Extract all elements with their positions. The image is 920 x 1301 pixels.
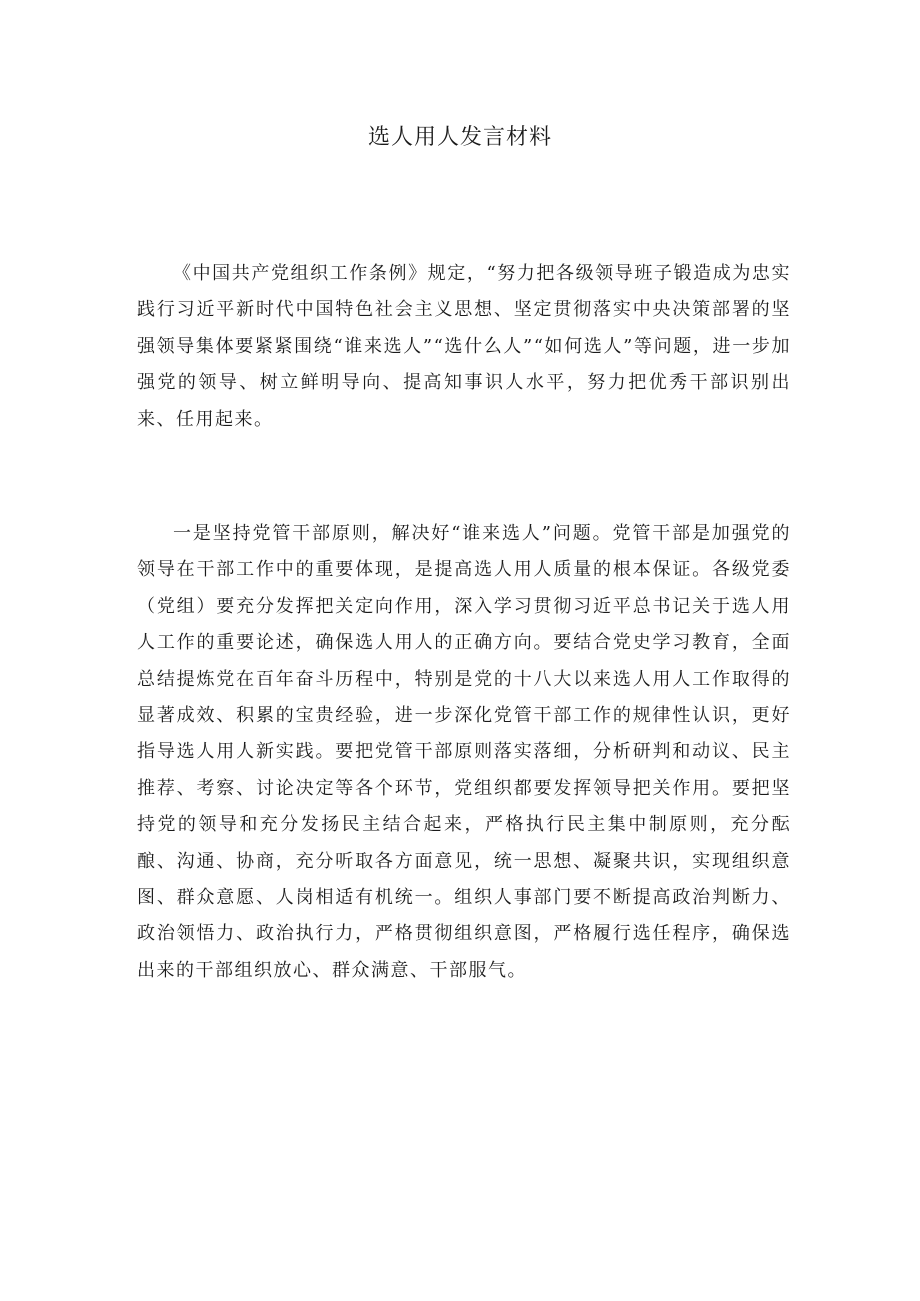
- page-title: 选人用人发言材料: [367, 125, 552, 150]
- paragraph-intro: 《中国共产党组织工作条例》规定，“努力把各级领导班子锻造成为忠实践行习近平新时代中国特色社会主义思想、坚定贯彻落实中央决策部署的坚强领导集体要紧紧围绕“谁来选人”“选什么人”“如何选人”等问题，进一步加强党的领导、树立鲜明导向、提高知事识人水平，努力把优秀干部识别出来、任用起来。: [137, 263, 791, 430]
- paragraph-point-one: 一是坚持党管干部原则，解决好“谁来选人”问题。党管干部是加强党的领导在干部工作中的重要体现，是提高选人用人质量的根本保证。各级党委（党组）要充分发挥把关定向作用，深入学习贯彻习近平总书记关于选人用人工作的重要论述，确保选人用人的正确方向。要结合党史学习教育，全面总结提炼党在百年奋斗历程中，特别是党的十八大以来选人用人工作取得的显著成效、积累的宝贵经验，进一步深化党管干部工作的规律性认识，更好指导选人用人新实践。要把党管干部原则落实落细，分析研判和动议、民主推荐、考察、讨论决定等各个环节，党组织都要发挥领导把关作用。要把坚持党的领导和充分发扬民主结合起来，严格执行民主集中制原则，充分酝酿、沟通、协商，充分听取各方面意见，统一思想、凝聚共识，实现组织意图、群众意愿、人岗相适有机统一。组织人事部门要不断提高政治判断力、政治领悟力、政治执行力，严格贯彻组织意图，严格履行选任程序，确保选出来的干部组织放心、群众满意、干部服气。: [137, 523, 791, 981]
